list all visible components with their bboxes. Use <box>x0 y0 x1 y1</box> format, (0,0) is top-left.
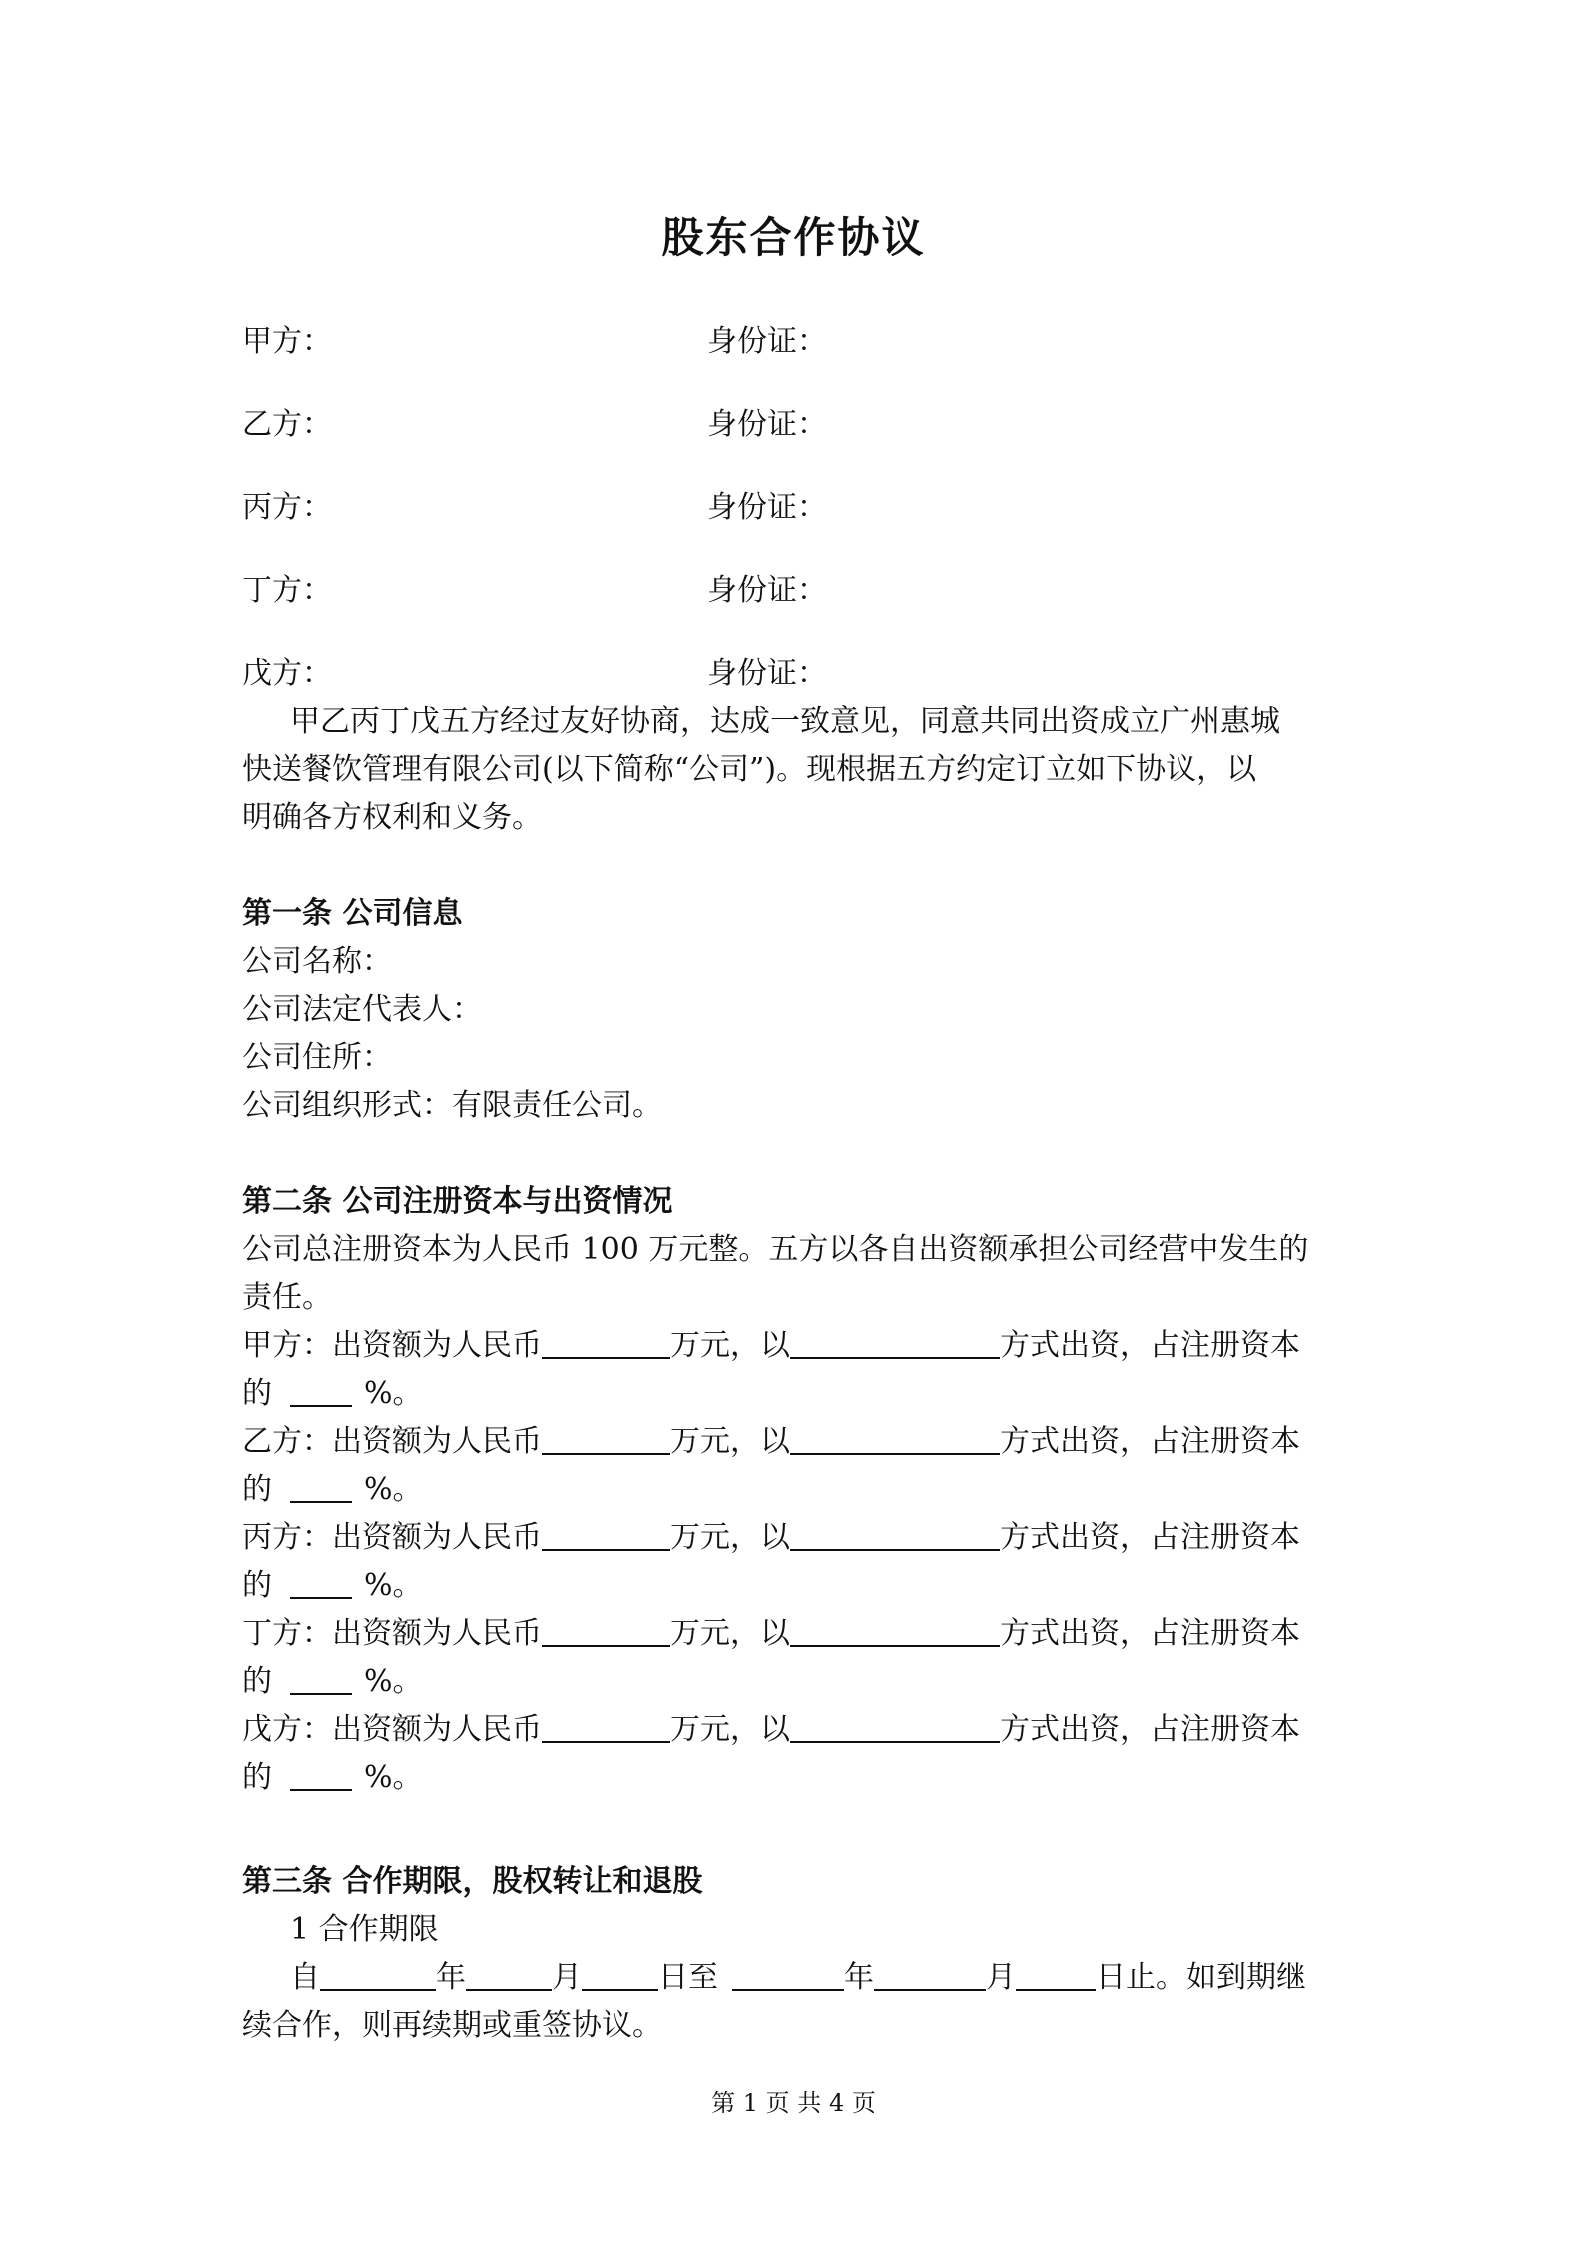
blank-field[interactable] <box>790 1711 1000 1743</box>
contribution-unit: 万元，以 <box>670 1616 790 1651</box>
article-heading: 第三条 合作期限，股权转让和退股 <box>242 1864 703 1899</box>
blank-field[interactable] <box>290 1663 352 1695</box>
contribution-unit: 万元，以 <box>670 1520 790 1555</box>
contribution-unit: 万元，以 <box>670 1712 790 1747</box>
term-day-to: 日至 <box>658 1960 718 1995</box>
intro-line: 明确各方权利和义务。 <box>242 800 542 835</box>
contribution-method: 方式出资，占注册资本 <box>1000 1328 1300 1363</box>
share-suffix: %。 <box>364 1664 423 1699</box>
contribution-method: 方式出资，占注册资本 <box>1000 1616 1300 1651</box>
blank-field[interactable] <box>542 1615 670 1647</box>
party-id-label: 身份证： <box>707 324 827 359</box>
intro-line: 快送餐饮管理有限公司(以下简称“公司”)。现根据五方约定订立如下协议，以 <box>242 752 1257 787</box>
contribution-unit: 万元，以 <box>670 1328 790 1363</box>
term-from: 自 <box>290 1960 320 1995</box>
contribution-prefix: 出资额为人民币 <box>332 1520 542 1555</box>
intro-line: 甲乙丙丁戊五方经过友好协商，达成一致意见，同意共同出资成立广州惠城 <box>290 704 1280 739</box>
document-title: 股东合作协议 <box>661 213 926 262</box>
article-line: 公司总注册资本为人民币 100 万元整。五方以各自出资额承担公司经营中发生的 <box>242 1232 1309 1267</box>
party-label: 甲方： <box>242 324 332 359</box>
blank-field[interactable] <box>1016 1959 1096 1991</box>
article-line: 公司住所： <box>242 1040 392 1075</box>
article-heading: 第二条 公司注册资本与出资情况 <box>242 1184 673 1219</box>
blank-field[interactable] <box>790 1519 1000 1551</box>
share-prefix: 的 <box>242 1568 272 1603</box>
article-heading: 第一条 公司信息 <box>242 896 463 931</box>
term-line: 续合作，则再续期或重签协议。 <box>242 2008 662 2043</box>
share-suffix: %。 <box>364 1472 423 1507</box>
contributor-label: 乙方： <box>242 1424 332 1459</box>
blank-field[interactable] <box>542 1327 670 1359</box>
article-line: 公司组织形式：有限责任公司。 <box>242 1088 662 1123</box>
blank-field[interactable] <box>790 1423 1000 1455</box>
blank-field[interactable] <box>582 1959 658 1991</box>
contribution-unit: 万元，以 <box>670 1424 790 1459</box>
blank-field[interactable] <box>874 1959 986 1991</box>
term-line <box>290 1958 1306 1998</box>
share-line <box>242 1566 423 1606</box>
share-line <box>242 1374 423 1414</box>
contribution-method: 方式出资，占注册资本 <box>1000 1424 1300 1459</box>
contribution-method: 方式出资，占注册资本 <box>1000 1712 1300 1747</box>
contribution-prefix: 出资额为人民币 <box>332 1424 542 1459</box>
contribution-prefix: 出资额为人民币 <box>332 1616 542 1651</box>
article-line: 公司法定代表人： <box>242 992 482 1027</box>
term-month: 月 <box>552 1960 582 1995</box>
share-prefix: 的 <box>242 1760 272 1795</box>
contribution-prefix: 出资额为人民币 <box>332 1328 542 1363</box>
blank-field[interactable] <box>542 1711 670 1743</box>
contributor-label: 甲方： <box>242 1328 332 1363</box>
party-label: 戊方： <box>242 656 332 691</box>
party-label: 丁方： <box>242 573 332 608</box>
party-id-label: 身份证： <box>707 490 827 525</box>
share-line <box>242 1758 423 1798</box>
term-month2: 月 <box>986 1960 1016 1995</box>
blank-field[interactable] <box>290 1567 352 1599</box>
term-day-end: 日止。如到期继 <box>1096 1960 1306 1995</box>
share-line <box>242 1662 423 1702</box>
blank-field[interactable] <box>542 1423 670 1455</box>
blank-field[interactable] <box>790 1327 1000 1359</box>
blank-field[interactable] <box>732 1959 844 1991</box>
contributor-label: 丙方： <box>242 1520 332 1555</box>
blank-field[interactable] <box>290 1471 352 1503</box>
contribution-prefix: 出资额为人民币 <box>332 1712 542 1747</box>
term-year2: 年 <box>844 1960 874 1995</box>
party-id-label: 身份证： <box>707 407 827 442</box>
article-line: 责任。 <box>242 1280 332 1315</box>
share-prefix: 的 <box>242 1664 272 1699</box>
sub-heading: 1 合作期限 <box>290 1912 439 1947</box>
contribution-method: 方式出资，占注册资本 <box>1000 1520 1300 1555</box>
share-suffix: %。 <box>364 1568 423 1603</box>
contribution-line <box>242 1710 1300 1750</box>
contribution-line <box>242 1614 1300 1654</box>
party-label: 乙方： <box>242 407 332 442</box>
share-suffix: %。 <box>364 1760 423 1795</box>
blank-field[interactable] <box>542 1519 670 1551</box>
contributor-label: 丁方： <box>242 1616 332 1651</box>
contributor-label: 戊方： <box>242 1712 332 1747</box>
party-label: 丙方： <box>242 490 332 525</box>
page-footer: 第 1 页 共 4 页 <box>711 2089 876 2117</box>
blank-field[interactable] <box>790 1615 1000 1647</box>
share-suffix: %。 <box>364 1376 423 1411</box>
blank-field[interactable] <box>466 1959 552 1991</box>
blank-field[interactable] <box>320 1959 436 1991</box>
article-line: 公司名称： <box>242 944 392 979</box>
share-line <box>242 1470 423 1510</box>
party-id-label: 身份证： <box>707 573 827 608</box>
contribution-line <box>242 1518 1300 1558</box>
contribution-line <box>242 1422 1300 1462</box>
contribution-line <box>242 1326 1300 1366</box>
party-id-label: 身份证： <box>707 656 827 691</box>
share-prefix: 的 <box>242 1472 272 1507</box>
term-year: 年 <box>436 1960 466 1995</box>
share-prefix: 的 <box>242 1376 272 1411</box>
blank-field[interactable] <box>290 1759 352 1791</box>
blank-field[interactable] <box>290 1375 352 1407</box>
